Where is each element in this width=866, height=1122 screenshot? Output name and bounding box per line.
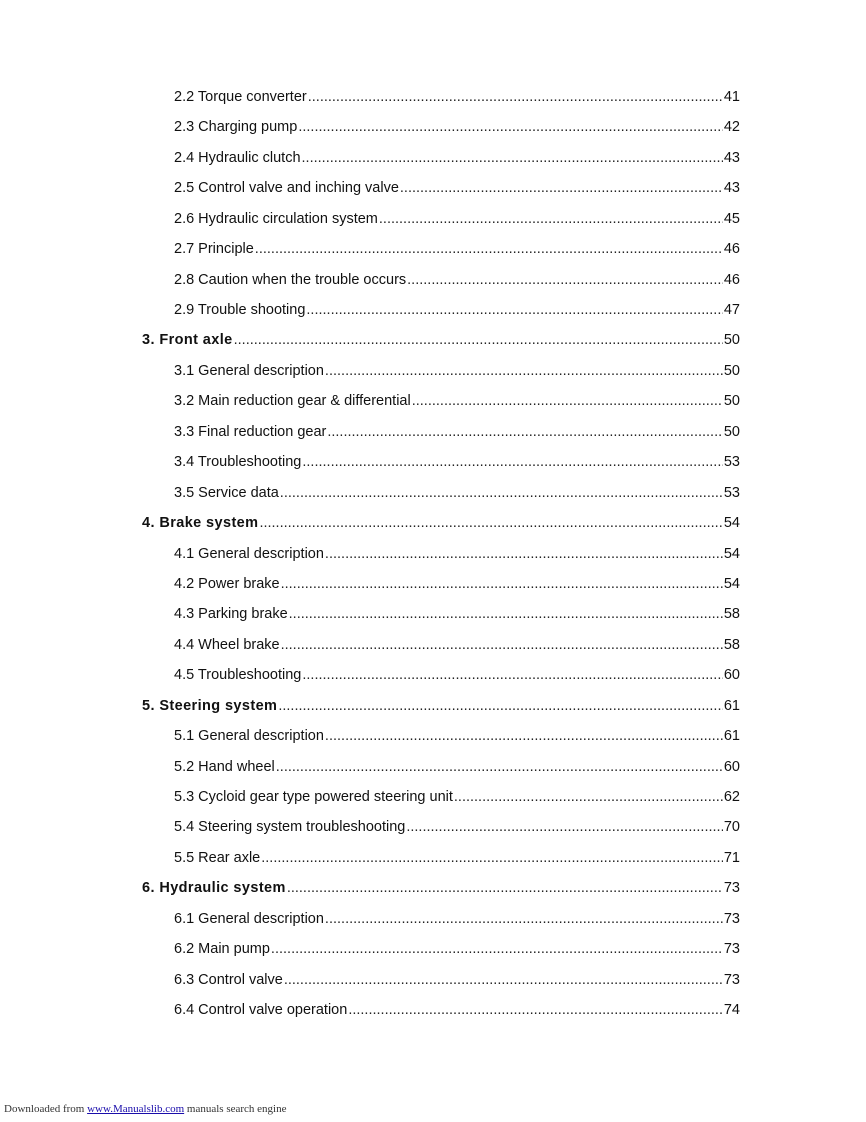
toc-dot-leader — [261, 851, 723, 866]
toc-dot-leader — [306, 303, 722, 318]
toc-entry-title: 5.2 Hand wheel — [174, 758, 275, 775]
toc-page-number: 58 — [723, 636, 740, 653]
toc-page-number: 73 — [723, 941, 740, 958]
toc-section-entry[interactable] — [0, 569, 866, 599]
footer-prefix: Downloaded from — [4, 1103, 88, 1115]
toc-page-number: 71 — [723, 849, 740, 866]
toc-page-number: 74 — [723, 1002, 740, 1019]
toc-dot-leader — [379, 212, 723, 227]
toc-section-entry[interactable] — [0, 782, 866, 812]
manualslib-link[interactable]: www.Manualslib.com — [87, 1103, 185, 1115]
toc-dot-leader — [276, 760, 723, 775]
toc-section-entry[interactable] — [0, 295, 866, 325]
toc-section-entry[interactable] — [0, 204, 866, 234]
toc-entry-title: 3.1 General description — [174, 362, 324, 379]
toc-dot-leader — [325, 912, 723, 927]
toc-page-number: 50 — [723, 362, 740, 379]
toc-dot-leader — [255, 242, 723, 257]
toc-page-number: 70 — [723, 819, 740, 836]
toc-section-entry[interactable] — [0, 356, 866, 386]
toc-dot-leader — [259, 516, 722, 531]
toc-page-number: 46 — [723, 241, 740, 258]
toc-section-entry[interactable] — [0, 417, 866, 447]
toc-page-number: 41 — [723, 88, 740, 105]
toc-dot-leader — [400, 181, 723, 196]
toc-dot-leader — [348, 1003, 723, 1018]
toc-dot-leader — [287, 881, 723, 896]
toc-section-entry[interactable] — [0, 234, 866, 264]
toc-entry-title: 5.1 General description — [174, 728, 324, 745]
toc-dot-leader — [281, 638, 723, 653]
toc-entry-title: 4. Brake system — [142, 515, 259, 532]
toc-entry-title: 6.2 Main pump — [174, 941, 270, 958]
toc-page-number: 73 — [723, 971, 740, 988]
toc-section-entry[interactable] — [0, 843, 866, 873]
toc-section-entry[interactable] — [0, 599, 866, 629]
toc-page-number: 61 — [723, 728, 740, 745]
toc-entry-title: 5. Steering system — [142, 697, 278, 714]
toc-dot-leader — [454, 790, 723, 805]
toc-entry-title: 2.2 Torque converter — [174, 88, 307, 105]
toc-page-number: 61 — [723, 697, 740, 714]
toc-entry-title: 6. Hydraulic system — [142, 880, 286, 897]
toc-entry-title: 3.3 Final reduction gear — [174, 423, 327, 440]
toc-dot-leader — [302, 151, 723, 166]
toc-section-entry[interactable] — [0, 82, 866, 112]
toc-section-entry[interactable] — [0, 660, 866, 690]
download-footer — [4, 1103, 286, 1115]
toc-page-number: 42 — [723, 119, 740, 136]
toc-entry-title: 3.4 Troubleshooting — [174, 454, 302, 471]
toc-page-number: 43 — [723, 149, 740, 166]
toc-page-number: 43 — [723, 180, 740, 197]
toc-page-number: 47 — [723, 302, 740, 319]
toc-entry-title: 3.5 Service data — [174, 484, 279, 501]
toc-page-number: 45 — [723, 210, 740, 227]
toc-page-number: 62 — [723, 789, 740, 806]
toc-page-number: 73 — [723, 910, 740, 927]
toc-page-number: 60 — [723, 667, 740, 684]
toc-entry-title: 4.5 Troubleshooting — [174, 667, 302, 684]
toc-entry-title: 4.4 Wheel brake — [174, 636, 280, 653]
toc-dot-leader — [406, 820, 723, 835]
toc-section-entry[interactable] — [0, 173, 866, 203]
toc-chapter-entry[interactable] — [0, 508, 866, 538]
toc-section-entry[interactable] — [0, 965, 866, 995]
toc-page-number: 50 — [723, 332, 740, 349]
toc-page-number: 54 — [723, 575, 740, 592]
toc-entry-title: 2.6 Hydraulic circulation system — [174, 210, 378, 227]
toc-entry-title: 2.4 Hydraulic clutch — [174, 149, 301, 166]
toc-dot-leader — [325, 364, 723, 379]
toc-dot-leader — [325, 547, 723, 562]
toc-entry-title: 2.8 Caution when the trouble occurs — [174, 271, 407, 288]
toc-section-entry[interactable] — [0, 721, 866, 751]
toc-entry-title: 5.4 Steering system troubleshooting — [174, 819, 406, 836]
toc-section-entry[interactable] — [0, 752, 866, 782]
toc-page-number: 50 — [723, 423, 740, 440]
toc-entry-title: 5.3 Cycloid gear type powered steering unit — [174, 789, 453, 806]
toc-section-entry[interactable] — [0, 478, 866, 508]
toc-section-entry[interactable] — [0, 934, 866, 964]
toc-page-number: 73 — [723, 880, 740, 897]
toc-entry-title: 2.7 Principle — [174, 241, 254, 258]
table-of-contents — [0, 82, 866, 1026]
toc-section-entry[interactable] — [0, 447, 866, 477]
toc-section-entry[interactable] — [0, 995, 866, 1025]
toc-page-number: 46 — [723, 271, 740, 288]
toc-dot-leader — [289, 607, 723, 622]
toc-page-number: 58 — [723, 606, 740, 623]
toc-entry-title: 6.1 General description — [174, 910, 324, 927]
toc-entry-title: 2.3 Charging pump — [174, 119, 298, 136]
toc-dot-leader — [284, 973, 723, 988]
toc-entry-title: 4.1 General description — [174, 545, 324, 562]
toc-section-entry[interactable] — [0, 386, 866, 416]
toc-chapter-entry[interactable] — [0, 691, 866, 721]
toc-page-number: 53 — [723, 484, 740, 501]
footer-suffix: manuals search engine — [184, 1103, 287, 1115]
toc-entry-title: 2.9 Trouble shooting — [174, 302, 306, 319]
toc-section-entry[interactable] — [0, 813, 866, 843]
toc-dot-leader — [325, 729, 723, 744]
toc-section-entry[interactable] — [0, 904, 866, 934]
toc-dot-leader — [271, 942, 723, 957]
toc-dot-leader — [302, 668, 722, 683]
toc-page-number: 54 — [723, 515, 740, 532]
toc-dot-leader — [298, 120, 723, 135]
toc-entry-title: 2.5 Control valve and inching valve — [174, 180, 399, 197]
toc-dot-leader — [234, 333, 723, 348]
toc-dot-leader — [308, 90, 723, 105]
toc-page-number: 53 — [723, 454, 740, 471]
toc-entry-title: 3.2 Main reduction gear & differential — [174, 393, 411, 410]
toc-dot-leader — [327, 425, 723, 440]
toc-entry-title: 6.3 Control valve — [174, 971, 283, 988]
toc-chapter-entry[interactable] — [0, 326, 866, 356]
toc-dot-leader — [407, 273, 723, 288]
toc-section-entry[interactable] — [0, 112, 866, 142]
toc-page-number: 60 — [723, 758, 740, 775]
toc-entry-title: 4.3 Parking brake — [174, 606, 288, 623]
toc-page-number: 54 — [723, 545, 740, 562]
toc-page-number: 50 — [723, 393, 740, 410]
toc-dot-leader — [280, 486, 723, 501]
toc-section-entry[interactable] — [0, 143, 866, 173]
toc-entry-title: 6.4 Control valve operation — [174, 1002, 348, 1019]
toc-dot-leader — [281, 577, 723, 592]
toc-entry-title: 4.2 Power brake — [174, 575, 280, 592]
toc-section-entry[interactable] — [0, 630, 866, 660]
toc-dot-leader — [278, 699, 723, 714]
toc-chapter-entry[interactable] — [0, 873, 866, 903]
toc-section-entry[interactable] — [0, 539, 866, 569]
toc-section-entry[interactable] — [0, 265, 866, 295]
toc-entry-title: 3. Front axle — [142, 332, 233, 349]
toc-dot-leader — [302, 455, 722, 470]
toc-dot-leader — [412, 394, 723, 409]
toc-entry-title: 5.5 Rear axle — [174, 849, 261, 866]
